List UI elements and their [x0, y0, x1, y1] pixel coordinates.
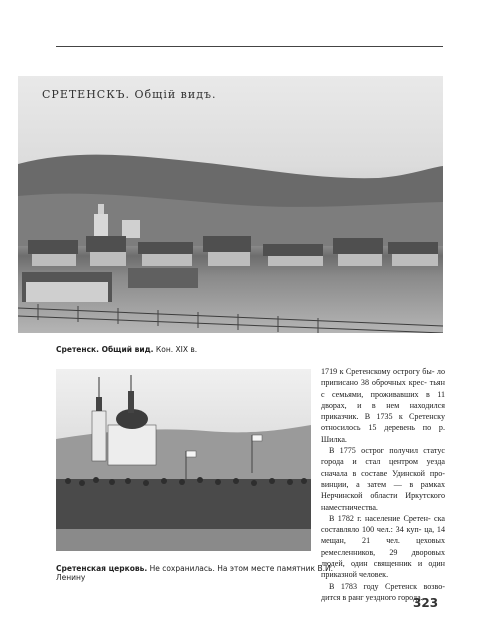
text-line: ремесленников, 29 дворовых: [321, 547, 445, 557]
text-line: Нерчинской области Иркутского: [321, 491, 445, 501]
photo-general-view: [18, 76, 443, 333]
text-line: тьян с семьями, проживавших в: [321, 378, 445, 399]
text-line: 11 дворах, и в нем находился: [321, 389, 445, 410]
top-rule: [56, 46, 443, 47]
text-line: сначала в составе Удинской про-: [321, 468, 445, 478]
text-line: 1719 к Сретенскому острогу бы-: [321, 367, 435, 376]
paragraph: [321, 366, 445, 445]
text-line: дится в ранг уездного города.: [321, 592, 423, 602]
text-line: людей, один священник и один: [321, 559, 445, 569]
paragraph: [321, 513, 445, 581]
text-line: ска составляло 100 чел.: 34 куп-: [321, 513, 445, 535]
page-number: 323: [413, 596, 439, 610]
text-line: города и стал центром уезда: [321, 457, 445, 467]
caption-text: Не сохранилась. На этом месте памятник В.И. Ленину: [56, 564, 333, 582]
text-line: В 1783 году Сретенск возво-: [329, 581, 445, 591]
text-line: ло приписано 38 оброчных крес-: [321, 367, 445, 388]
photo-inscription: СРЕТЕНСКЪ. Общiй видъ.: [42, 88, 217, 101]
text-line: наместничества.: [321, 502, 378, 512]
caption-text: Кон. XIX в.: [153, 345, 198, 354]
photo-church-caption: [56, 564, 346, 582]
text-line: относилось 15 деревень по р.: [321, 423, 445, 433]
caption-title: Сретенская церковь.: [56, 564, 148, 573]
photo-church: [56, 369, 311, 551]
text-line: ца, 14 мещан, 21 чел. цеховых: [321, 525, 445, 546]
body-text-column: [321, 366, 445, 603]
photo-general-view-illustration: [18, 76, 443, 333]
text-line: приказчик. В 1735 к Сретенску: [321, 412, 445, 422]
text-line: В 1775 острог получил статус: [329, 446, 445, 456]
text-line: Шилка.: [321, 434, 347, 444]
caption-title: Сретенск. Общий вид.: [56, 345, 154, 354]
text-line: приказной человек.: [321, 570, 389, 580]
photo-general-view-caption: [56, 345, 416, 354]
text-line: В 1782 г. население Сретен-: [329, 513, 431, 523]
photo-church-illustration: [56, 369, 311, 551]
paragraph: [321, 445, 445, 513]
text-line: винции, а затем — в рамках: [321, 479, 445, 489]
